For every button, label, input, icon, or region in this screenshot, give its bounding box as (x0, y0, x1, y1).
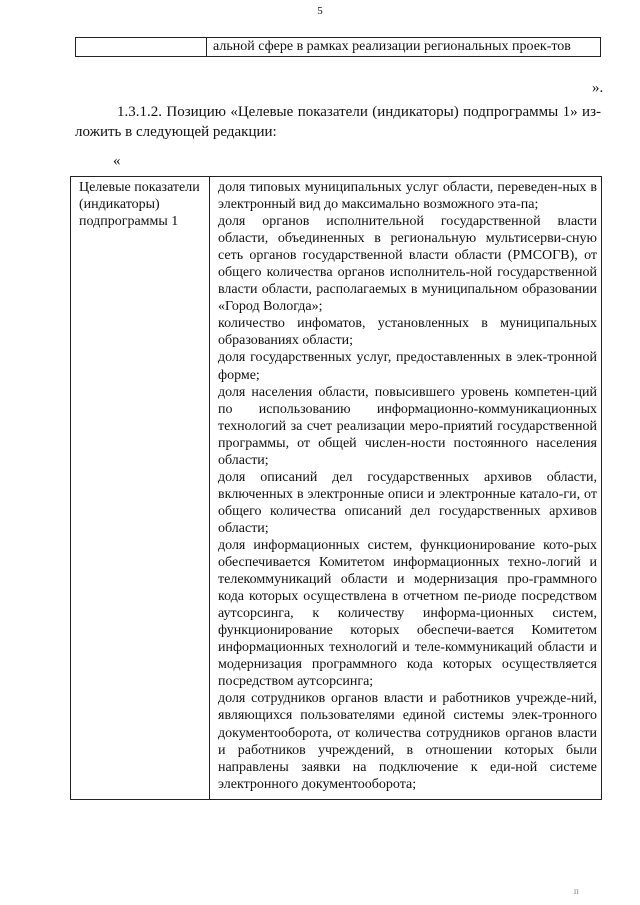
indicator-item: доля информационных систем, функционирование кото-рых обеспечивается Комитетом информационных техно-логий и телекоммуникаций области и модернизация про-граммного кода которых осуществлена в отчетном пе-риоде посредством аутсорсинга, к количеству информа-ционных систем, функционирование которых обеспечи-вается Комитетом информационных технологий и теле-коммуникаций области и модернизация программного кода которых осуществляется посредством аутсорсинга; (218, 537, 597, 690)
corner-mark: п (574, 886, 579, 896)
prev-table-right-cell: альной сфере в рамках реализации региональных проек-тов (207, 38, 601, 57)
indicators-label-cell: Целевые показатели (индикаторы) подпрограммы 1 (71, 177, 210, 800)
previous-table-fragment (75, 37, 601, 57)
closing-quote: ». (592, 80, 604, 96)
page-number: 5 (317, 5, 323, 17)
table-row (76, 38, 601, 57)
indicator-item: доля описаний дел государственных архивов области, включенных в электронные описи и электронные катало-ги, от общего количества описаний дел государственных архивов области; (218, 469, 597, 536)
indicators-list-cell (210, 177, 602, 800)
indicator-item: доля сотрудников органов власти и работников учрежде-ний, являющихся пользователями единой системы элек-тронного документооборота, от количества сотрудников органов власти и работников учреждений, в отношении которых были направлены заявки на подключение к еди-ной системе электронного документооборота; (218, 691, 597, 792)
indicator-item: доля типовых муниципальных услуг области, переведен-ных в электронный вид до максимально возможного эта-па; (218, 180, 597, 213)
indicator-item: доля государственных услуг, предоставленных в элек-тронной форме; (218, 350, 597, 383)
indicator-item: доля населения области, повысившего уровень компетен-ций по использованию информационно-коммуникационных технологий за счет реализации меро-приятий государственной программы, от общей числен-ности постоянного населения области; (218, 384, 597, 468)
indicator-item: доля органов исполнительной государственной власти области, объединенных в региональную мультисерви-сную сеть органов государственной власти области (РМСОГВ), от общего количества органов исполнитель-ной государственной власти области, располагаемых в муниципальном образовании «Город Вологда»; (218, 214, 597, 315)
prev-table-left-cell (76, 38, 207, 57)
indicators-table (70, 176, 602, 800)
opening-quote: « (113, 153, 121, 169)
amendment-paragraph: 1.3.1.2. Позицию «Целевые показатели (индикаторы) подпрограммы 1» из-ложить в следующей редакции: (75, 104, 601, 140)
table-row (71, 177, 602, 800)
indicator-item: количество инфоматов, установленных в муниципальных образованиях области; (218, 316, 597, 349)
